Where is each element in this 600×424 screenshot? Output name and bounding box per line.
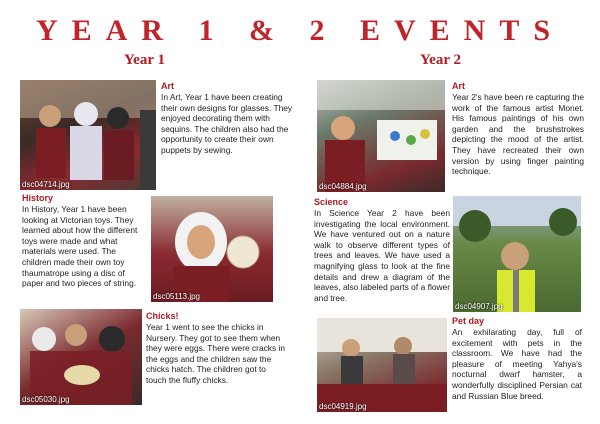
child-with-toy-photo-icon	[151, 196, 273, 302]
year2-science-title: Science	[314, 197, 349, 207]
year1-art-title: Art	[161, 81, 174, 91]
year2-art-photo	[317, 80, 445, 192]
year1-art-text: In Art, Year 1 have been creating their own designs for glasses. They enjoyed decorating them with sequins. The children also had the opportunity to create their own puppets by sewing.	[161, 92, 293, 155]
pets-in-classroom-photo-icon	[317, 318, 447, 412]
year1-chicks-photo	[20, 309, 142, 405]
nature-walk-photo-icon	[453, 196, 581, 312]
year2-science-text: In Science Year 2 have been investigating the local environment. We have ventured out on a nature walk to observe different types of trees and leaves. We have used a magnifying glass to look at the fine details and drew a diagram of the leaves, also labeled parts of a flower and tree.	[314, 208, 450, 303]
page-title: YEAR 1 & 2 EVENTS	[35, 14, 565, 47]
year1-history-text: In History, Year 1 have been looking at Victorian toys. They learned about how the different toys were made and what materials were used. The children made their own toy thaumatrope using a disc of paper and two pieces of string.	[22, 204, 138, 289]
year2-petday-title: Pet day	[452, 316, 485, 326]
classroom-photo-icon	[20, 80, 156, 190]
photo-caption: dsc04907.jpg	[455, 302, 503, 311]
year2-heading: Year 2	[420, 52, 461, 68]
year1-heading: Year 1	[124, 52, 165, 68]
year2-art-text: Year 2's have been re capturing the work of the famous artist Monet. His famous paintings of his own garden and the brushstrokes depicting the mood of the artist. They have recreated their own version by using finger painting technique.	[452, 92, 584, 177]
year1-art-photo	[20, 80, 156, 190]
year1-history-title: History	[22, 193, 54, 203]
year1-chicks-text: Year 1 went to see the chicks in Nursery. They got to see them when they were eggs. There were cracks in the eggs and the children saw the chicks hatch. The children got to touch the fluffy chicks.	[146, 322, 286, 385]
photo-caption: dsc04919.jpg	[319, 402, 367, 411]
year1-chicks-title: Chicks!	[146, 311, 179, 321]
year2-petday-photo	[317, 318, 447, 412]
photo-caption: dsc04884.jpg	[319, 182, 367, 191]
photo-caption: dsc05113.jpg	[153, 292, 200, 301]
photo-caption: dsc05030.jpg	[22, 395, 70, 404]
year1-history-photo	[151, 196, 273, 302]
year2-science-photo	[453, 196, 581, 312]
painting-activity-photo-icon	[317, 80, 445, 192]
children-with-chicks-photo-icon	[20, 309, 142, 405]
year2-petday-text: An exhilarating day, full of excitement with pets in the classroom. We have had the pleasure of meeting Yahya's nocturnal dwarf hamster, a wonderfully disciplined Persian cat and Russian Blue breed.	[452, 327, 582, 401]
photo-caption: dsc04714.jpg	[22, 180, 70, 189]
year2-art-title: Art	[452, 81, 465, 91]
